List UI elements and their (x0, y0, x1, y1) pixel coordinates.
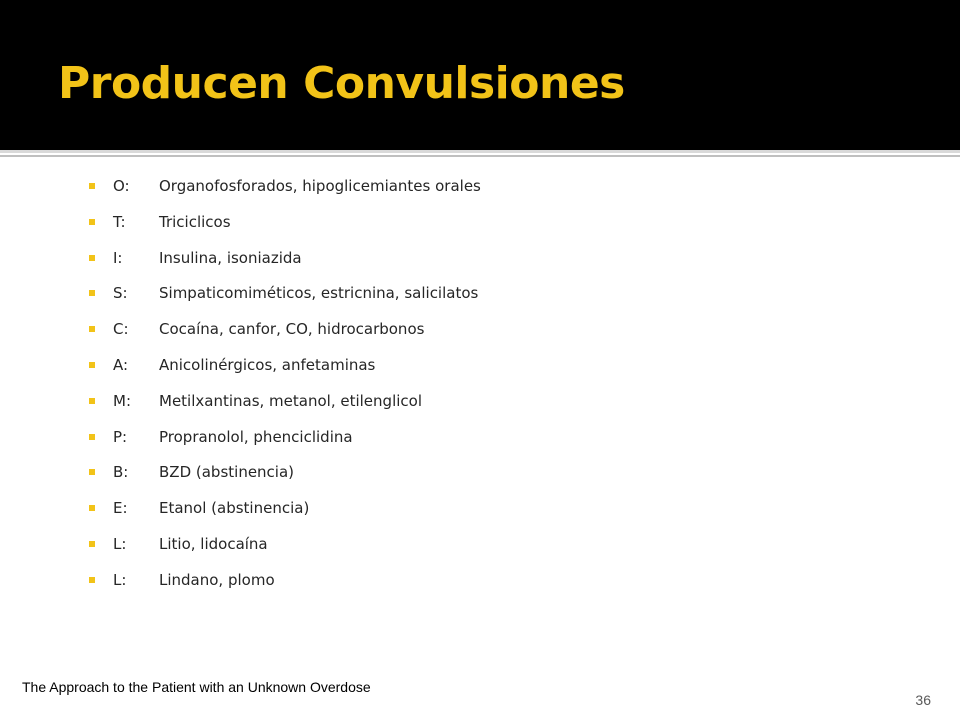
item-text: Insulina, isoniazida (159, 248, 302, 267)
mnemonic-list (89, 174, 481, 604)
item-letter: I: (113, 248, 123, 267)
square-bullet-icon (89, 541, 95, 547)
item-letter: L: (113, 570, 127, 589)
list-item (89, 532, 481, 568)
item-letter: L: (113, 534, 127, 553)
item-text: BZD (abstinencia) (159, 463, 295, 482)
list-item (89, 389, 481, 425)
item-text: Triciclicos (159, 212, 231, 231)
square-bullet-icon (89, 255, 95, 261)
slide-title: Producen Convulsiones (58, 58, 625, 109)
item-letter: O: (113, 177, 130, 195)
list-item (89, 425, 481, 461)
list-item (89, 460, 481, 496)
square-bullet-icon (89, 326, 95, 332)
item-letter: S: (113, 284, 128, 303)
square-bullet-icon (89, 505, 95, 511)
square-bullet-icon (89, 434, 95, 440)
item-text: Anicolinérgicos, anfetaminas (159, 355, 376, 374)
square-bullet-icon (89, 219, 95, 225)
item-letter: P: (113, 427, 128, 446)
list-item (89, 281, 481, 317)
item-text: Lindano, plomo (159, 570, 275, 589)
list-item (89, 317, 481, 353)
item-letter: A: (113, 355, 129, 374)
title-divider (0, 150, 960, 153)
footer-text: The Approach to the Patient with an Unknown Overdose (22, 679, 371, 695)
list-item (89, 174, 481, 210)
square-bullet-icon (89, 362, 95, 368)
list-item (89, 353, 481, 389)
item-text: Etanol (abstinencia) (159, 499, 310, 518)
item-text: Cocaína, canfor, CO, hidrocarbonos (159, 320, 425, 339)
item-text: Propranolol, phenciclidina (159, 427, 353, 446)
item-letter: T: (113, 212, 126, 231)
list-item (89, 496, 481, 532)
item-text: Simpaticomiméticos, estricnina, salicilatos (159, 284, 479, 303)
list-item (89, 568, 481, 604)
item-text: Litio, lidocaína (159, 534, 268, 553)
page-number: 36 (915, 692, 931, 708)
item-letter: M: (113, 391, 131, 410)
square-bullet-icon (89, 183, 95, 189)
list-item (89, 246, 481, 282)
square-bullet-icon (89, 290, 95, 296)
list-item (89, 210, 481, 246)
square-bullet-icon (89, 577, 95, 583)
title-bar (0, 0, 960, 150)
square-bullet-icon (89, 398, 95, 404)
square-bullet-icon (89, 469, 95, 475)
item-text: Organofosforados, hipoglicemiantes orales (159, 177, 481, 195)
item-text: Metilxantinas, metanol, etilenglicol (159, 391, 422, 410)
item-letter: E: (113, 499, 128, 518)
item-letter: C: (113, 320, 129, 339)
title-divider-shadow (0, 155, 960, 157)
item-letter: B: (113, 463, 129, 482)
